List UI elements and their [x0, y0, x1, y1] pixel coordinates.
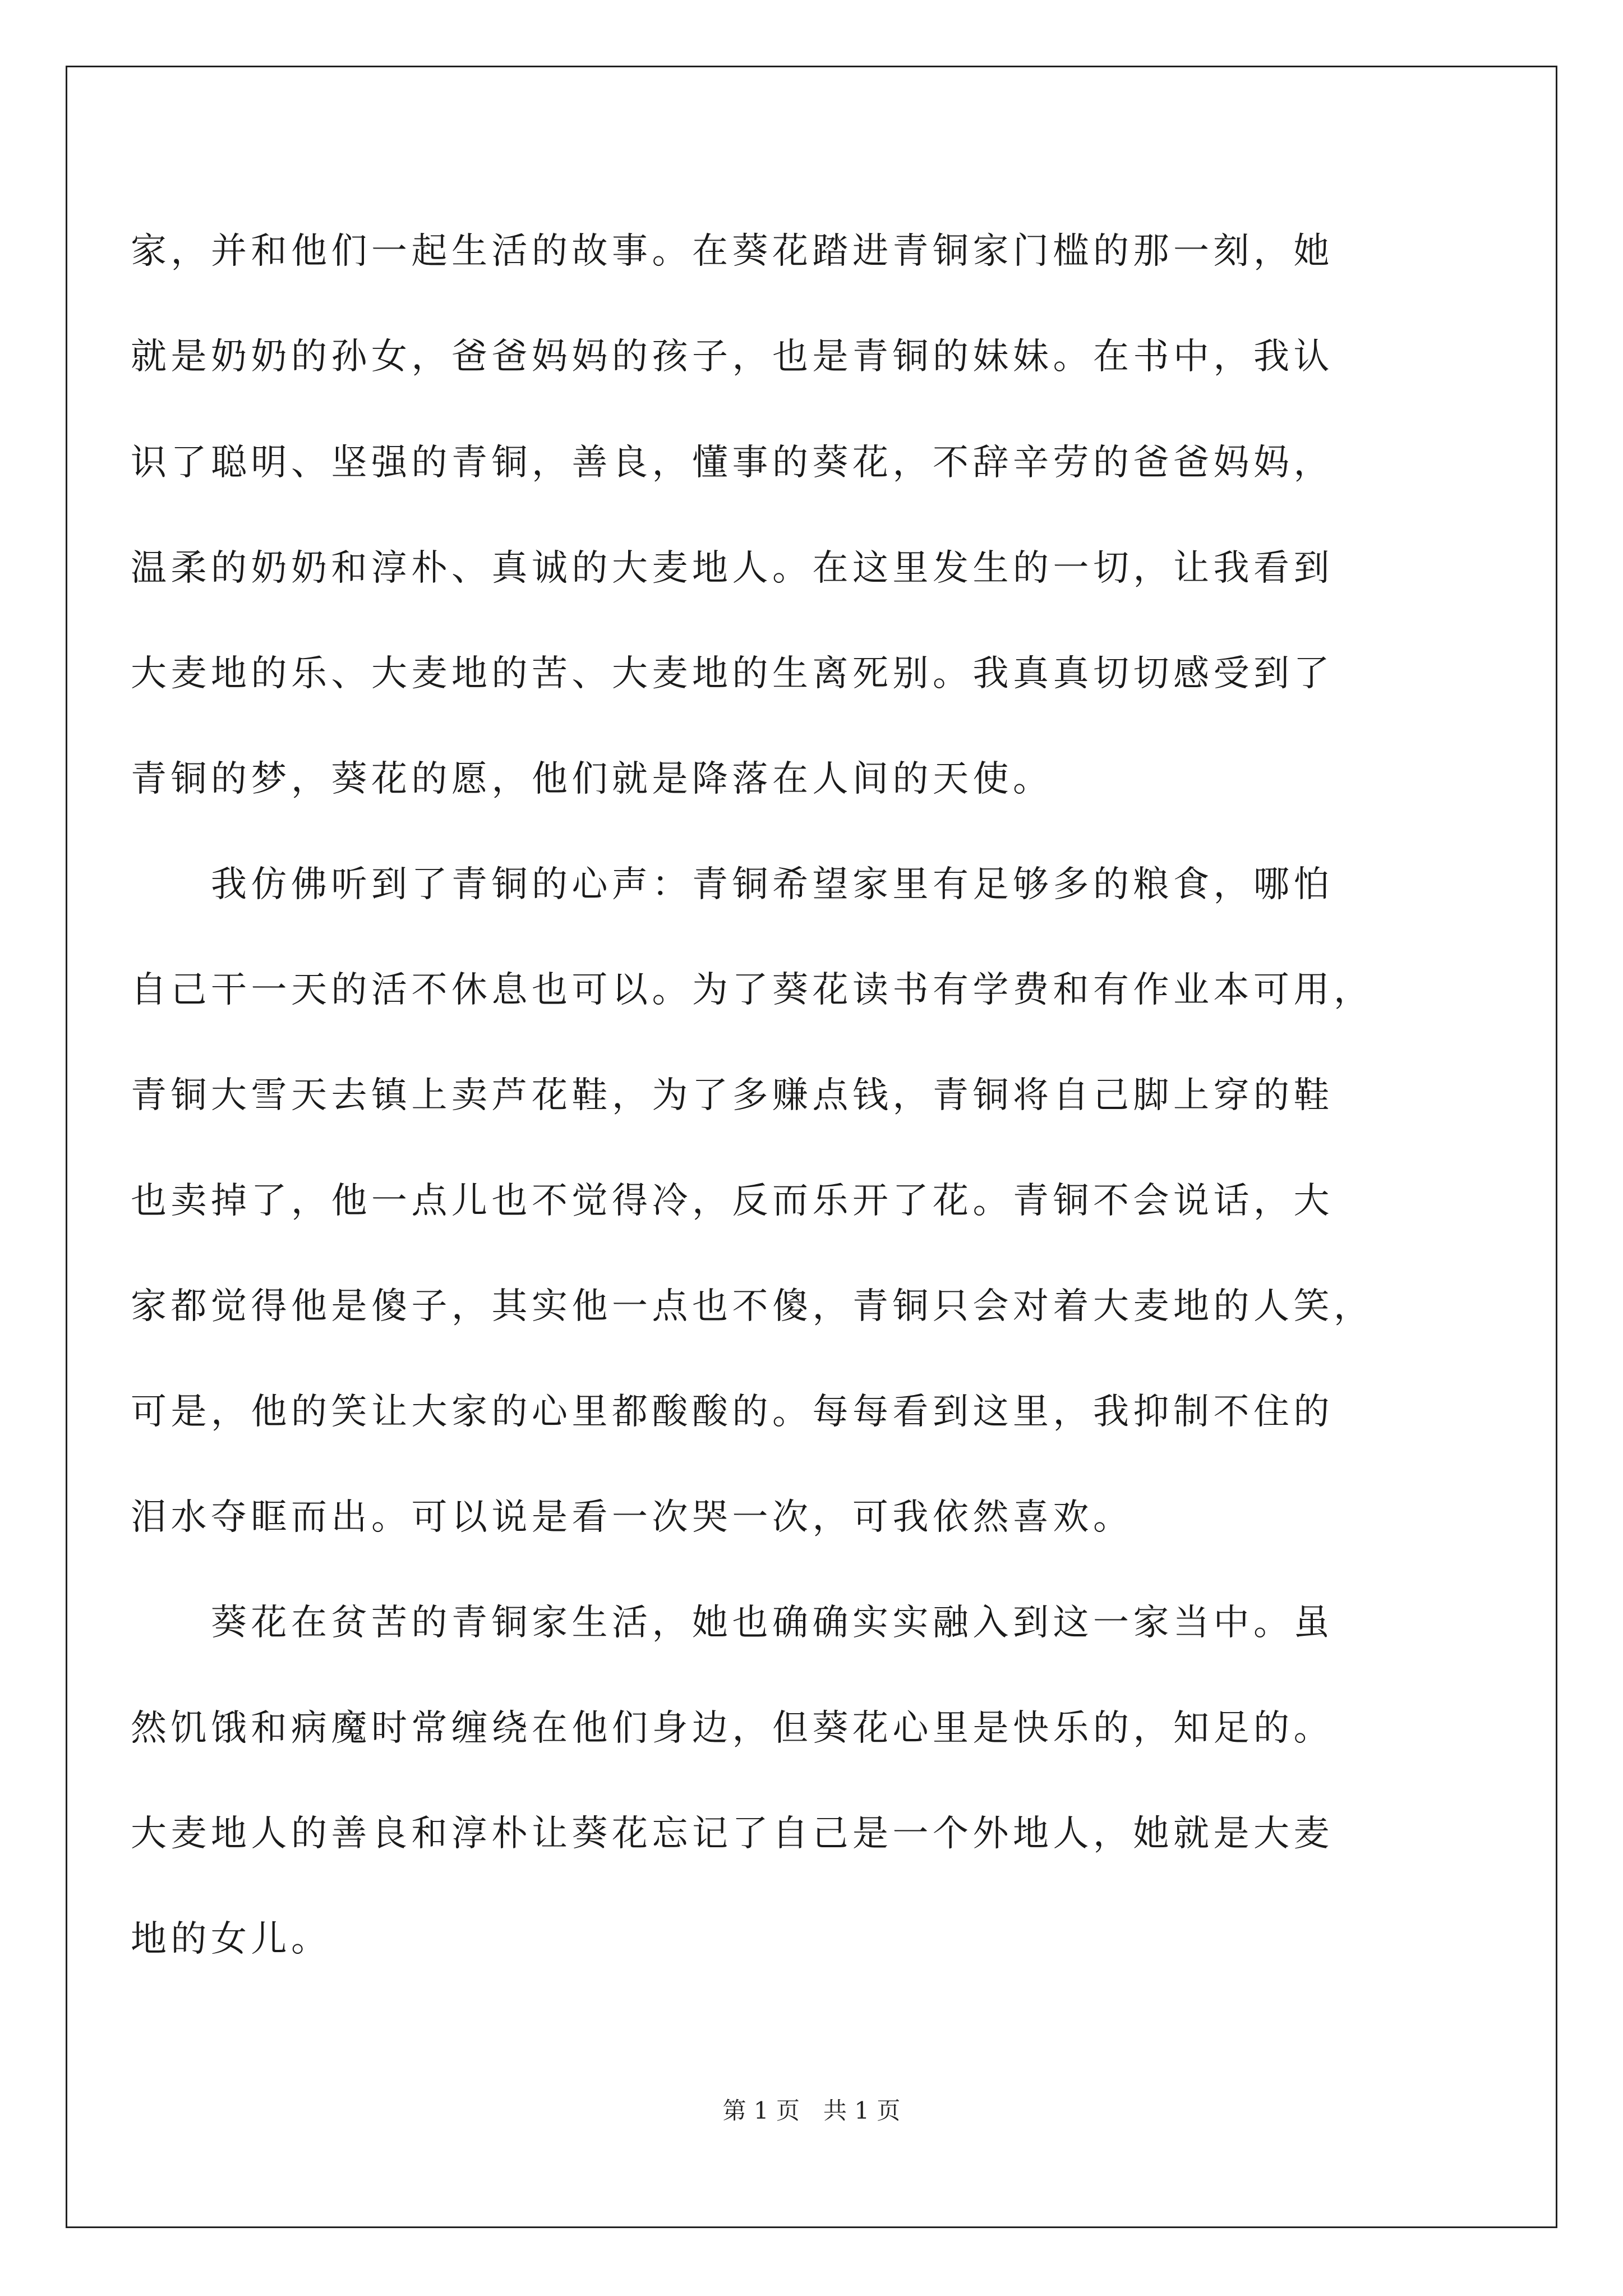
text-line: 温柔的奶奶和淳朴、真诚的大麦地人。在这里发生的一切，让我看到	[131, 547, 1334, 589]
text-line: 葵花在贫苦的青铜家生活，她也确确实实融入到这一家当中。虽	[131, 1602, 1334, 1644]
text-line: 也卖掉了，他一点儿也不觉得冷，反而乐开了花。青铜不会说话，大	[131, 1180, 1334, 1222]
text-line: 可是，他的笑让大家的心里都酸酸的。每每看到这里，我抑制不住的	[131, 1391, 1334, 1433]
page-border	[66, 66, 1557, 2228]
text-line: 青铜的梦，葵花的愿，他们就是降落在人间的天使。	[131, 758, 1053, 800]
text-line: 然饥饿和病魔时常缠绕在他们身边，但葵花心里是快乐的，知足的。	[131, 1708, 1334, 1749]
text-line: 地的女儿。	[131, 1918, 331, 1960]
text-line: 识了聪明、坚强的青铜，善良，懂事的葵花，不辞辛劳的爸爸妈妈，	[131, 442, 1334, 484]
text-line: 大麦地的乐、大麦地的苦、大麦地的生离死别。我真真切切感受到了	[131, 653, 1334, 694]
text-line: 家，并和他们一起生活的故事。在葵花踏进青铜家门槛的那一刻，她	[131, 231, 1334, 272]
text-line: 青铜大雪天去镇上卖芦花鞋，为了多赚点钱，青铜将自己脚上穿的鞋	[131, 1075, 1334, 1116]
page-number-footer: 第 1 页 共 1 页	[722, 2097, 901, 2124]
text-line: 我仿佛听到了青铜的心声：青铜希望家里有足够多的粮食，哪怕	[131, 864, 1334, 905]
text-line: 泪水夺眶而出。可以说是看一次哭一次，可我依然喜欢。	[131, 1497, 1133, 1538]
text-line: 就是奶奶的孙女，爸爸妈妈的孩子，也是青铜的妹妹。在书中，我认	[131, 336, 1334, 378]
text-line: 家都觉得他是傻子，其实他一点也不傻，青铜只会对着大麦地的人笑，	[131, 1286, 1374, 1327]
text-line: 自己干一天的活不休息也可以。为了葵花读书有学费和有作业本可用，	[131, 969, 1374, 1011]
text-line: 大麦地人的善良和淳朴让葵花忘记了自己是一个外地人，她就是大麦	[131, 1813, 1334, 1855]
